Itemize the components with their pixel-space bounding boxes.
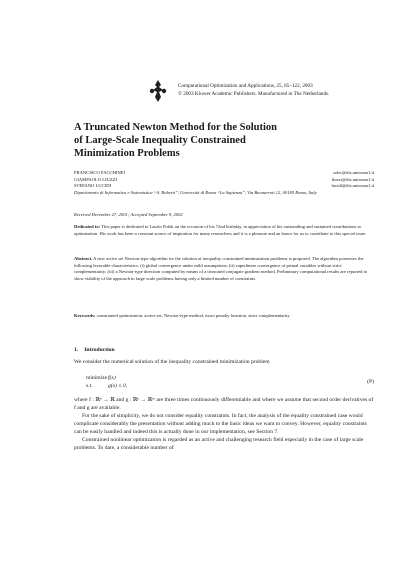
dedication-label: Dedicated to: (74, 224, 101, 229)
publisher-logo-icon (147, 79, 169, 103)
title-line: of Large-Scale Inequality Constrained (74, 135, 246, 146)
problem-label: s.t. (86, 383, 93, 389)
received-date: Received December 27, 2001; Accepted September 9, 2002 (74, 212, 183, 217)
body-text (74, 396, 374, 452)
author-email: liuzzi@dis.uniroma1.it (331, 176, 374, 182)
dedication (74, 224, 374, 237)
abstract (74, 256, 374, 282)
problem-label: minimize (86, 375, 108, 381)
optimization-problem (86, 374, 374, 390)
abstract-label: Abstract. (74, 256, 93, 261)
paper-title (74, 121, 374, 160)
intro-paragraph: We consider the numerical solution of the inequality constrained minimization problem (74, 359, 270, 365)
section-number: 1. (74, 347, 79, 353)
author-name: GIAMPAOLO LIUZZI (74, 176, 118, 182)
author-row (74, 183, 374, 190)
problem-row (86, 374, 374, 382)
section-title: Introduction (84, 347, 115, 353)
problem-expression: f(x) (108, 375, 116, 381)
body-paragraph: For the sake of simplicity, we do not consider equality constraints. In fact, the analysis of the equality constrained case would complicate considerably the presentation without adding much to the basic ideas we want to convey. However, equality constraints can be easily handled and indeed this is actually done in our implementation, see Section 7. (74, 413, 367, 435)
author-row (74, 177, 374, 184)
publisher-notice: © 2003 Kluwer Academic Publishers. Manufactured in The Netherlands. (178, 91, 330, 97)
problem-expression: g(x) ≤ 0, (108, 383, 128, 389)
author-email: lucidi@dis.uniroma1.it (331, 183, 374, 189)
keywords-label: Keywords: (74, 313, 96, 318)
problem-row (86, 382, 374, 390)
author-name: STEFANO LUCIDI (74, 183, 112, 189)
abstract-text: A new active set Newton-type algorithm for the solution of inequality constrained minimization problems is proposed. The algorithm possesses the following favorable characteristics: (i) global convergence under mild assumptions; (ii) superlinear convergence of primal variables without strict complementarity; (iii) a Newton-type direction computed by means of a truncated conjugate gradient method. Preliminary computational results are reported to show viability of the approach in large scale problems having only a limited number of constraints. (74, 256, 368, 281)
dedication-text: This paper is dedicated to Laszlo Polak on the occasion of his 72nd birthday, in appreciation of his outstanding and sustained contributions to optimization. His work has been a constant source of inspiration for many researchers and it is a pleasure and an honor for us to contribute to this special issue. (74, 224, 367, 236)
author-email: soler@dis.uniroma1.it (333, 170, 374, 175)
equation-tag: (P) (367, 379, 374, 385)
affiliation: Dipartimento di Informatica e Sistemistica “A. Ruberti”, Università di Roma “La Sapienza”, Via Buonarroti 12, 00185 Roma, Italy (74, 189, 317, 195)
section-heading (74, 347, 121, 353)
body-paragraph: where f : ℝⁿ → ℝ and g : ℝⁿ → ℝᵐ are three times continuously differentiable and where we assume that second order derivatives of f and g are available. (74, 397, 374, 411)
journal-header (178, 82, 374, 98)
keywords (74, 313, 374, 320)
author-name: FRANCISCO FACCHINEI (74, 170, 126, 175)
author-block (74, 170, 374, 196)
journal-citation: Computational Optimization and Applications, 25, 85–122, 2003 (178, 83, 313, 89)
author-row (74, 170, 374, 177)
title-line: Minimization Problems (74, 148, 180, 159)
title-line: A Truncated Newton Method for the Solution (74, 122, 278, 133)
body-paragraph: Constrained nonlinear optimization is regarded as an active and challenging research field especially in the case of large scale problems. To date, a considerable number of (74, 437, 364, 451)
keywords-text: constrained optimization, active set, Newton-type method, exact penalty function, strict complementarity (95, 313, 290, 318)
